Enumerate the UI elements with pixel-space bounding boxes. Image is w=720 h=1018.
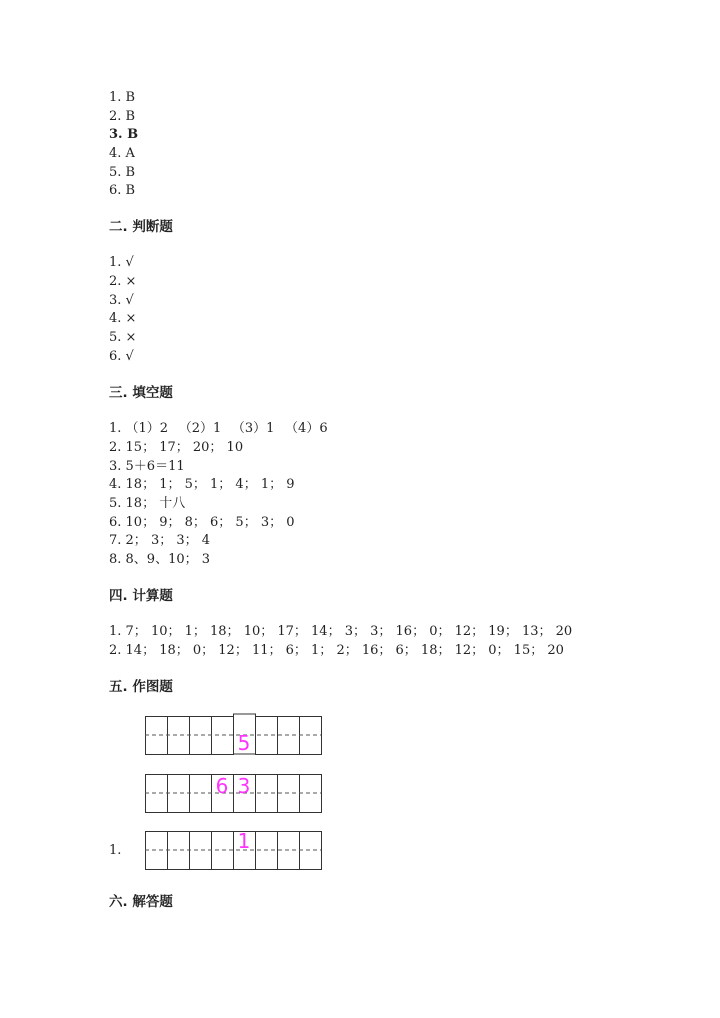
answer-4-1: 1. 7； 10； 1； 18； 10； 17； 14； 3； 3； 16； 0； 12； 19； 13； 20 [109, 624, 573, 639]
grid-cell [168, 832, 190, 870]
section3-heading: 三. 填空题 [109, 385, 173, 401]
drawing-answer-label: 1. [109, 843, 122, 858]
answer-2-2: 2. × [109, 274, 137, 289]
handwritten-digit: 3 [237, 774, 251, 798]
answer-3-8: 8. 8、9、10； 3 [109, 552, 211, 567]
answer-3-3: 3. 5＋6＝11 [109, 459, 185, 474]
handwritten-digit: 1 [237, 829, 251, 853]
grid-cell [168, 775, 190, 813]
answer-3-7: 7. 2； 3； 3； 4 [109, 533, 211, 548]
answer-3-4: 4. 18； 1； 5； 1； 4； 1； 9 [109, 477, 295, 492]
answer-1-5: 5. B [109, 165, 136, 180]
answer-2-5: 5. × [109, 330, 137, 345]
section4-heading: 四. 计算题 [109, 588, 173, 604]
section2-heading: 二. 判断题 [109, 219, 173, 235]
answer-2-1: 1. √ [109, 255, 134, 270]
section5-heading: 五. 作图题 [109, 679, 173, 695]
answer-4-2: 2. 14； 18； 0； 12； 11； 6； 1； 2； 16； 6； 18； 12； 0； 15； 20 [109, 643, 564, 658]
answer-1-3: 3. B [109, 127, 139, 142]
answer-3-6: 6. 10； 9； 8； 6； 5； 3； 0 [109, 515, 295, 530]
answer-1-2: 2. B [109, 109, 136, 124]
answer-1-1: 1. B [109, 90, 136, 105]
writing-grid-row-2 [145, 774, 321, 814]
answer-2-4: 4. × [109, 311, 137, 326]
answer-1-6: 6. B [109, 183, 136, 198]
answer-1-4: 4. A [109, 146, 135, 161]
section6-heading: 六. 解答题 [109, 894, 173, 910]
handwritten-digit: 6 [215, 774, 229, 798]
writing-grid-row-3 [145, 831, 321, 871]
handwritten-digit: 5 [237, 731, 251, 755]
grid-cell [168, 717, 190, 755]
answer-2-6: 6. √ [109, 349, 134, 364]
answer-3-5: 5. 18； 十八 [109, 496, 186, 511]
writing-grid-row-1 [145, 716, 321, 756]
answer-3-1: 1. （1）2 （2）1 （3）1 （4）6 [109, 421, 328, 436]
answer-3-2: 2. 15； 17； 20； 10 [109, 440, 244, 455]
answer-2-3: 3. √ [109, 293, 134, 308]
